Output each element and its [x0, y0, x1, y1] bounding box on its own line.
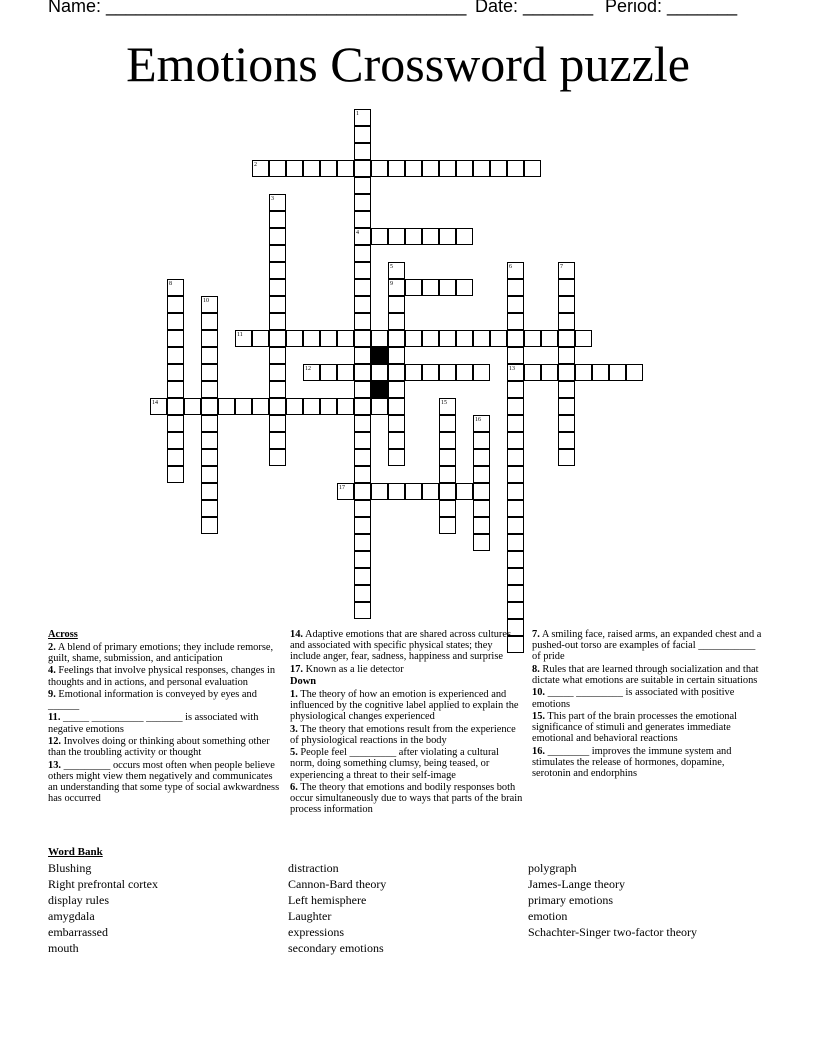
clue-number-label: 9 — [390, 281, 393, 287]
crossword-cell[interactable] — [167, 296, 184, 313]
crossword-cell[interactable] — [286, 398, 303, 415]
crossword-cell[interactable] — [558, 330, 575, 347]
crossword-cell[interactable] — [507, 432, 524, 449]
crossword-cell[interactable] — [456, 160, 473, 177]
crossword-cell[interactable] — [201, 483, 218, 500]
crossword-cell[interactable] — [235, 398, 252, 415]
crossword-cell[interactable] — [626, 364, 643, 381]
clue-across-14: 14. Adaptive emotions that are shared across cultures and associated with specific physical states; they include anger, fear, sadness, happiness and surprise — [290, 629, 512, 663]
clue-number-label: 1 — [356, 111, 359, 117]
crossword-cell[interactable] — [354, 330, 371, 347]
crossword-cell[interactable] — [439, 279, 456, 296]
crossword-cell[interactable] — [167, 381, 184, 398]
across-heading: Across — [48, 629, 78, 640]
crossword-cell[interactable] — [507, 500, 524, 517]
black-cell — [371, 347, 388, 364]
clue-down-1: 1. The theory of how an emotion is experienced and influenced by the cognitive label applied to explain the physiological changes experienced — [290, 688, 519, 723]
crossword-cell[interactable] — [167, 364, 184, 381]
crossword-cell[interactable] — [354, 483, 371, 500]
crossword-cell[interactable] — [507, 296, 524, 313]
clue-column-3 — [532, 629, 762, 781]
crossword-cell[interactable] — [320, 330, 337, 347]
crossword-cell[interactable] — [371, 483, 388, 500]
date-field[interactable]: Date: _______ — [475, 0, 594, 16]
clue-down-3: 3. The theory that emotions result from the experience of physiological reactions in the body — [290, 723, 516, 746]
clue-down-10: 10. _____ _________ is associated with positive emotions — [532, 687, 735, 710]
crossword-cell[interactable] — [354, 551, 371, 568]
crossword-cell[interactable] — [473, 500, 490, 517]
clue-across-11: 11. _____ __________ _______ is associated with negative emotions — [48, 712, 259, 735]
crossword-cell[interactable] — [592, 364, 609, 381]
crossword-cell[interactable] — [269, 279, 286, 296]
crossword-cell[interactable] — [456, 330, 473, 347]
crossword-cell[interactable] — [388, 432, 405, 449]
crossword-cell[interactable] — [269, 313, 286, 330]
crossword-cell[interactable] — [388, 398, 405, 415]
crossword-cell[interactable] — [354, 602, 371, 619]
crossword-cell[interactable] — [388, 228, 405, 245]
crossword-cell[interactable] — [354, 381, 371, 398]
page-title: Emotions Crossword puzzle — [126, 36, 690, 92]
word-bank-entry: James-Lange theory — [528, 877, 625, 891]
crossword-cell[interactable] — [507, 585, 524, 602]
crossword-cell[interactable] — [354, 500, 371, 517]
crossword-cell[interactable] — [269, 160, 286, 177]
crossword-cell[interactable] — [252, 398, 269, 415]
crossword-cell[interactable] — [201, 364, 218, 381]
word-bank-entry: expressions — [288, 925, 344, 939]
clue-down-6: 6. The theory that emotions and bodily responses both occur simultaneously due to ways that parts of the brain process information — [290, 782, 523, 816]
crossword-cell[interactable] — [558, 296, 575, 313]
clue-number-label: 13 — [509, 366, 515, 372]
word-bank-title: Word Bank — [48, 846, 103, 858]
crossword-cell[interactable] — [354, 296, 371, 313]
crossword-cell[interactable] — [167, 415, 184, 432]
crossword-cell[interactable] — [354, 364, 371, 381]
crossword-cell[interactable] — [507, 347, 524, 364]
word-bank-entry: amygdala — [48, 909, 95, 923]
word-bank-entry: Schachter-Singer two-factor theory — [528, 925, 698, 939]
crossword-cell[interactable] — [558, 364, 575, 381]
crossword-cell[interactable] — [507, 160, 524, 177]
crossword-cell[interactable] — [439, 483, 456, 500]
crossword-cell[interactable] — [167, 330, 184, 347]
crossword-cell[interactable] — [201, 449, 218, 466]
crossword-cell[interactable] — [167, 313, 184, 330]
clue-number-label: 2 — [254, 162, 257, 168]
crossword-cell[interactable] — [439, 160, 456, 177]
word-bank-entry: Left hemisphere — [288, 893, 367, 907]
crossword-cell[interactable] — [422, 330, 439, 347]
crossword-cell[interactable] — [558, 398, 575, 415]
crossword-cell[interactable] — [405, 160, 422, 177]
crossword-cell[interactable] — [201, 415, 218, 432]
word-bank-column-1 — [48, 860, 158, 956]
clue-number-label: 4 — [356, 230, 359, 236]
crossword-cell[interactable] — [439, 432, 456, 449]
crossword-cell[interactable] — [269, 449, 286, 466]
crossword-cell[interactable] — [167, 398, 184, 415]
clue-number-label: 7 — [560, 264, 563, 270]
crossword-cell[interactable] — [167, 347, 184, 364]
clue-number-label: 8 — [169, 281, 172, 287]
name-field[interactable]: Name: ____________________________________ — [48, 0, 467, 16]
crossword-cell[interactable] — [388, 347, 405, 364]
crossword-cell[interactable] — [473, 330, 490, 347]
crossword-cell[interactable] — [439, 466, 456, 483]
crossword-cell[interactable] — [507, 602, 524, 619]
word-bank-entry: Blushing — [48, 861, 92, 875]
word-bank-entry: distraction — [288, 861, 339, 875]
crossword-cell[interactable] — [269, 330, 286, 347]
crossword-cell[interactable] — [473, 466, 490, 483]
crossword-cell[interactable] — [405, 228, 422, 245]
crossword-cell[interactable] — [473, 517, 490, 534]
crossword-cell[interactable] — [269, 262, 286, 279]
crossword-cell[interactable] — [303, 160, 320, 177]
word-bank-entry: Laughter — [288, 909, 332, 923]
clue-number-label: 12 — [305, 366, 311, 372]
word-bank-entry: emotion — [528, 909, 568, 923]
crossword-cell[interactable] — [337, 330, 354, 347]
crossword-cell[interactable] — [422, 279, 439, 296]
crossword-cell[interactable] — [201, 398, 218, 415]
clue-down-5: 5. People feel _________ after violating a cultural norm, doing something clumsy, being teased, or experiencing a threat to their self-image — [290, 747, 499, 781]
crossword-cell[interactable] — [473, 483, 490, 500]
crossword-cell[interactable] — [507, 517, 524, 534]
clue-across-4: 4. Feelings that involve physical responses, changes in thoughts and in actions, and personal evaluation — [48, 665, 276, 688]
crossword-cell[interactable] — [269, 432, 286, 449]
crossword-cell[interactable] — [201, 313, 218, 330]
word-bank-column-3 — [528, 860, 697, 940]
crossword-cell[interactable] — [320, 398, 337, 415]
crossword-cell[interactable] — [507, 279, 524, 296]
clue-across-17: 17. Known as a lie detector — [290, 663, 404, 675]
crossword-cell[interactable] — [269, 398, 286, 415]
crossword-cell[interactable] — [286, 160, 303, 177]
crossword-cell[interactable] — [218, 398, 235, 415]
crossword-cell[interactable] — [422, 483, 439, 500]
crossword-cell[interactable] — [507, 568, 524, 585]
crossword-cell[interactable] — [541, 364, 558, 381]
crossword-cell[interactable] — [303, 398, 320, 415]
crossword-cell[interactable] — [354, 449, 371, 466]
crossword-cell[interactable] — [558, 313, 575, 330]
crossword-cell[interactable] — [405, 483, 422, 500]
crossword-cell[interactable] — [201, 500, 218, 517]
black-cell — [371, 381, 388, 398]
crossword-cell[interactable] — [184, 398, 201, 415]
crossword-cell[interactable] — [609, 364, 626, 381]
crossword-cell[interactable] — [524, 364, 541, 381]
crossword-cell[interactable] — [252, 330, 269, 347]
crossword-cell[interactable] — [337, 160, 354, 177]
clue-number-label: 10 — [203, 298, 209, 304]
crossword-cell[interactable] — [354, 160, 371, 177]
word-bank-entry: mouth — [48, 941, 79, 955]
crossword-cell[interactable] — [269, 245, 286, 262]
crossword-cell[interactable] — [558, 347, 575, 364]
crossword-cell[interactable] — [439, 449, 456, 466]
clue-across-9: 9. Emotional information is conveyed by eyes and ______ — [48, 688, 257, 712]
crossword-cell[interactable] — [558, 432, 575, 449]
crossword-cell[interactable] — [337, 364, 354, 381]
crossword-cell[interactable] — [354, 313, 371, 330]
crossword-cell[interactable] — [269, 296, 286, 313]
clue-number-label: 11 — [237, 332, 243, 338]
crossword-cell[interactable] — [439, 330, 456, 347]
crossword-cell[interactable] — [269, 364, 286, 381]
crossword-cell[interactable] — [473, 364, 490, 381]
crossword-cell[interactable] — [354, 211, 371, 228]
crossword-cell[interactable] — [439, 228, 456, 245]
crossword-cell[interactable] — [405, 279, 422, 296]
crossword-cell[interactable] — [167, 466, 184, 483]
crossword-cell[interactable] — [524, 160, 541, 177]
crossword-cell[interactable] — [422, 228, 439, 245]
crossword-cell[interactable] — [507, 381, 524, 398]
word-bank-column-2 — [288, 860, 386, 956]
crossword-cell[interactable] — [354, 262, 371, 279]
crossword-cell[interactable] — [201, 432, 218, 449]
crossword-cell[interactable] — [371, 330, 388, 347]
clue-number-label: 5 — [390, 264, 393, 270]
word-bank-entry: Cannon-Bard theory — [288, 877, 387, 891]
crossword-cell[interactable] — [490, 330, 507, 347]
crossword-cell[interactable] — [558, 279, 575, 296]
crossword-cell[interactable] — [388, 381, 405, 398]
crossword-cell[interactable] — [507, 415, 524, 432]
period-field[interactable]: Period: _______ — [605, 0, 738, 16]
clue-down-8: 8. Rules that are learned through socialization and that dictate what emotions are suitable in certain situations — [532, 663, 759, 686]
down-heading: Down — [290, 676, 316, 688]
crossword-cell[interactable] — [388, 313, 405, 330]
crossword-cell[interactable] — [473, 160, 490, 177]
crossword-cell[interactable] — [201, 381, 218, 398]
crossword-cell[interactable] — [456, 364, 473, 381]
crossword-cell[interactable] — [507, 551, 524, 568]
crossword-cell[interactable] — [439, 517, 456, 534]
crossword-cell[interactable] — [575, 364, 592, 381]
crossword-cell[interactable] — [354, 432, 371, 449]
crossword-cell[interactable] — [201, 517, 218, 534]
crossword-cell[interactable] — [388, 296, 405, 313]
crossword-cell[interactable] — [354, 194, 371, 211]
crossword-cell[interactable] — [320, 160, 337, 177]
crossword-cell[interactable] — [388, 330, 405, 347]
clue-number-label: 15 — [441, 400, 447, 406]
crossword-cell[interactable] — [388, 160, 405, 177]
crossword-cell[interactable] — [354, 177, 371, 194]
crossword-cell[interactable] — [439, 364, 456, 381]
crossword-cell[interactable] — [473, 449, 490, 466]
crossword-cell[interactable] — [439, 500, 456, 517]
crossword-cell[interactable] — [201, 466, 218, 483]
crossword-cell[interactable] — [269, 228, 286, 245]
clue-number-label: 3 — [271, 196, 274, 202]
crossword-cell[interactable] — [456, 279, 473, 296]
word-bank-entry: Right prefrontal cortex — [48, 877, 158, 891]
crossword-cell[interactable] — [558, 381, 575, 398]
clue-number-label: 14 — [152, 400, 158, 406]
crossword-cell[interactable] — [371, 398, 388, 415]
crossword-cell[interactable] — [337, 398, 354, 415]
word-bank-entry: polygraph — [528, 861, 577, 875]
crossword-cell[interactable] — [456, 483, 473, 500]
crossword-cell[interactable] — [354, 279, 371, 296]
crossword-cell[interactable] — [354, 517, 371, 534]
clue-number-label: 17 — [339, 485, 345, 491]
crossword-cell[interactable] — [405, 364, 422, 381]
crossword-cell[interactable] — [371, 364, 388, 381]
clue-number-label: 16 — [475, 417, 481, 423]
crossword-cell[interactable] — [201, 347, 218, 364]
crossword-cell[interactable] — [490, 160, 507, 177]
crossword-cell[interactable] — [286, 330, 303, 347]
clue-across-12: 12. Involves doing or thinking about something other than the troubling activity or thought — [48, 736, 270, 759]
clue-across-13: 13. _________ occurs most often when people believe others might view them negatively and communicates an understanding that some type of social awkwardness has occurred — [48, 759, 280, 805]
crossword-cell[interactable] — [167, 449, 184, 466]
crossword-cell[interactable] — [354, 126, 371, 143]
crossword-cell[interactable] — [354, 347, 371, 364]
crossword-cell[interactable] — [388, 415, 405, 432]
crossword-cell[interactable] — [558, 415, 575, 432]
crossword-cell[interactable] — [303, 330, 320, 347]
crossword-cell[interactable] — [524, 330, 541, 347]
crossword-cell[interactable] — [405, 330, 422, 347]
crossword-cell[interactable] — [201, 330, 218, 347]
clue-column-1 — [48, 629, 282, 806]
crossword-cell[interactable] — [269, 381, 286, 398]
word-bank-entry: display rules — [48, 893, 109, 907]
crossword-cell[interactable] — [388, 449, 405, 466]
crossword-cell[interactable] — [422, 160, 439, 177]
crossword-cell[interactable] — [354, 398, 371, 415]
clue-number-label: 6 — [509, 264, 512, 270]
crossword-cell[interactable] — [269, 211, 286, 228]
crossword-cell[interactable] — [507, 466, 524, 483]
crossword-cell[interactable] — [422, 364, 439, 381]
crossword-cell[interactable] — [388, 364, 405, 381]
crossword-cell[interactable] — [439, 415, 456, 432]
crossword-cell[interactable] — [575, 330, 592, 347]
crossword-cell[interactable] — [456, 228, 473, 245]
crossword-cell[interactable] — [167, 432, 184, 449]
crossword-cell[interactable] — [371, 160, 388, 177]
crossword-cell[interactable] — [507, 313, 524, 330]
crossword-cell[interactable] — [388, 483, 405, 500]
crossword-cell[interactable] — [354, 568, 371, 585]
clue-down-16: 16. ________ improves the immune system and stimulates the release of hormones, dopamine, serotonin and endorphins — [532, 745, 732, 780]
crossword-cell[interactable] — [354, 534, 371, 551]
clue-column-2 — [290, 629, 524, 817]
crossword-cell[interactable] — [354, 245, 371, 262]
crossword-cell[interactable] — [507, 449, 524, 466]
word-bank-entry: secondary emotions — [288, 941, 384, 955]
crossword-cell[interactable] — [354, 143, 371, 160]
clue-down-7: 7. A smiling face, raised arms, an expanded chest and a pushed-out torso are examples of facial ___________ of pride — [532, 629, 762, 663]
crossword-cell[interactable] — [269, 415, 286, 432]
crossword-cell[interactable] — [473, 432, 490, 449]
crossword-cell[interactable] — [507, 398, 524, 415]
crossword-cell[interactable] — [558, 449, 575, 466]
student-info-header — [48, 0, 768, 20]
crossword-cell[interactable] — [473, 534, 490, 551]
crossword-cell[interactable] — [507, 483, 524, 500]
crossword-cell[interactable] — [507, 534, 524, 551]
clue-across-2: 2. A blend of primary emotions; they include remorse, guilt, shame, submission, and anticipation — [48, 641, 274, 664]
crossword-cell[interactable] — [541, 330, 558, 347]
crossword-cell[interactable] — [354, 585, 371, 602]
crossword-cell[interactable] — [507, 330, 524, 347]
crossword-cell[interactable] — [269, 347, 286, 364]
crossword-cell[interactable] — [320, 364, 337, 381]
word-bank-entry: primary emotions — [528, 893, 613, 907]
crossword-cell[interactable] — [354, 415, 371, 432]
word-bank-entry: embarrassed — [48, 925, 108, 939]
clue-down-15: 15. This part of the brain processes the emotional significance of stimuli and generates immediate emotional and behavioral reactions — [532, 710, 737, 745]
crossword-cell[interactable] — [354, 466, 371, 483]
crossword-cell[interactable] — [371, 228, 388, 245]
